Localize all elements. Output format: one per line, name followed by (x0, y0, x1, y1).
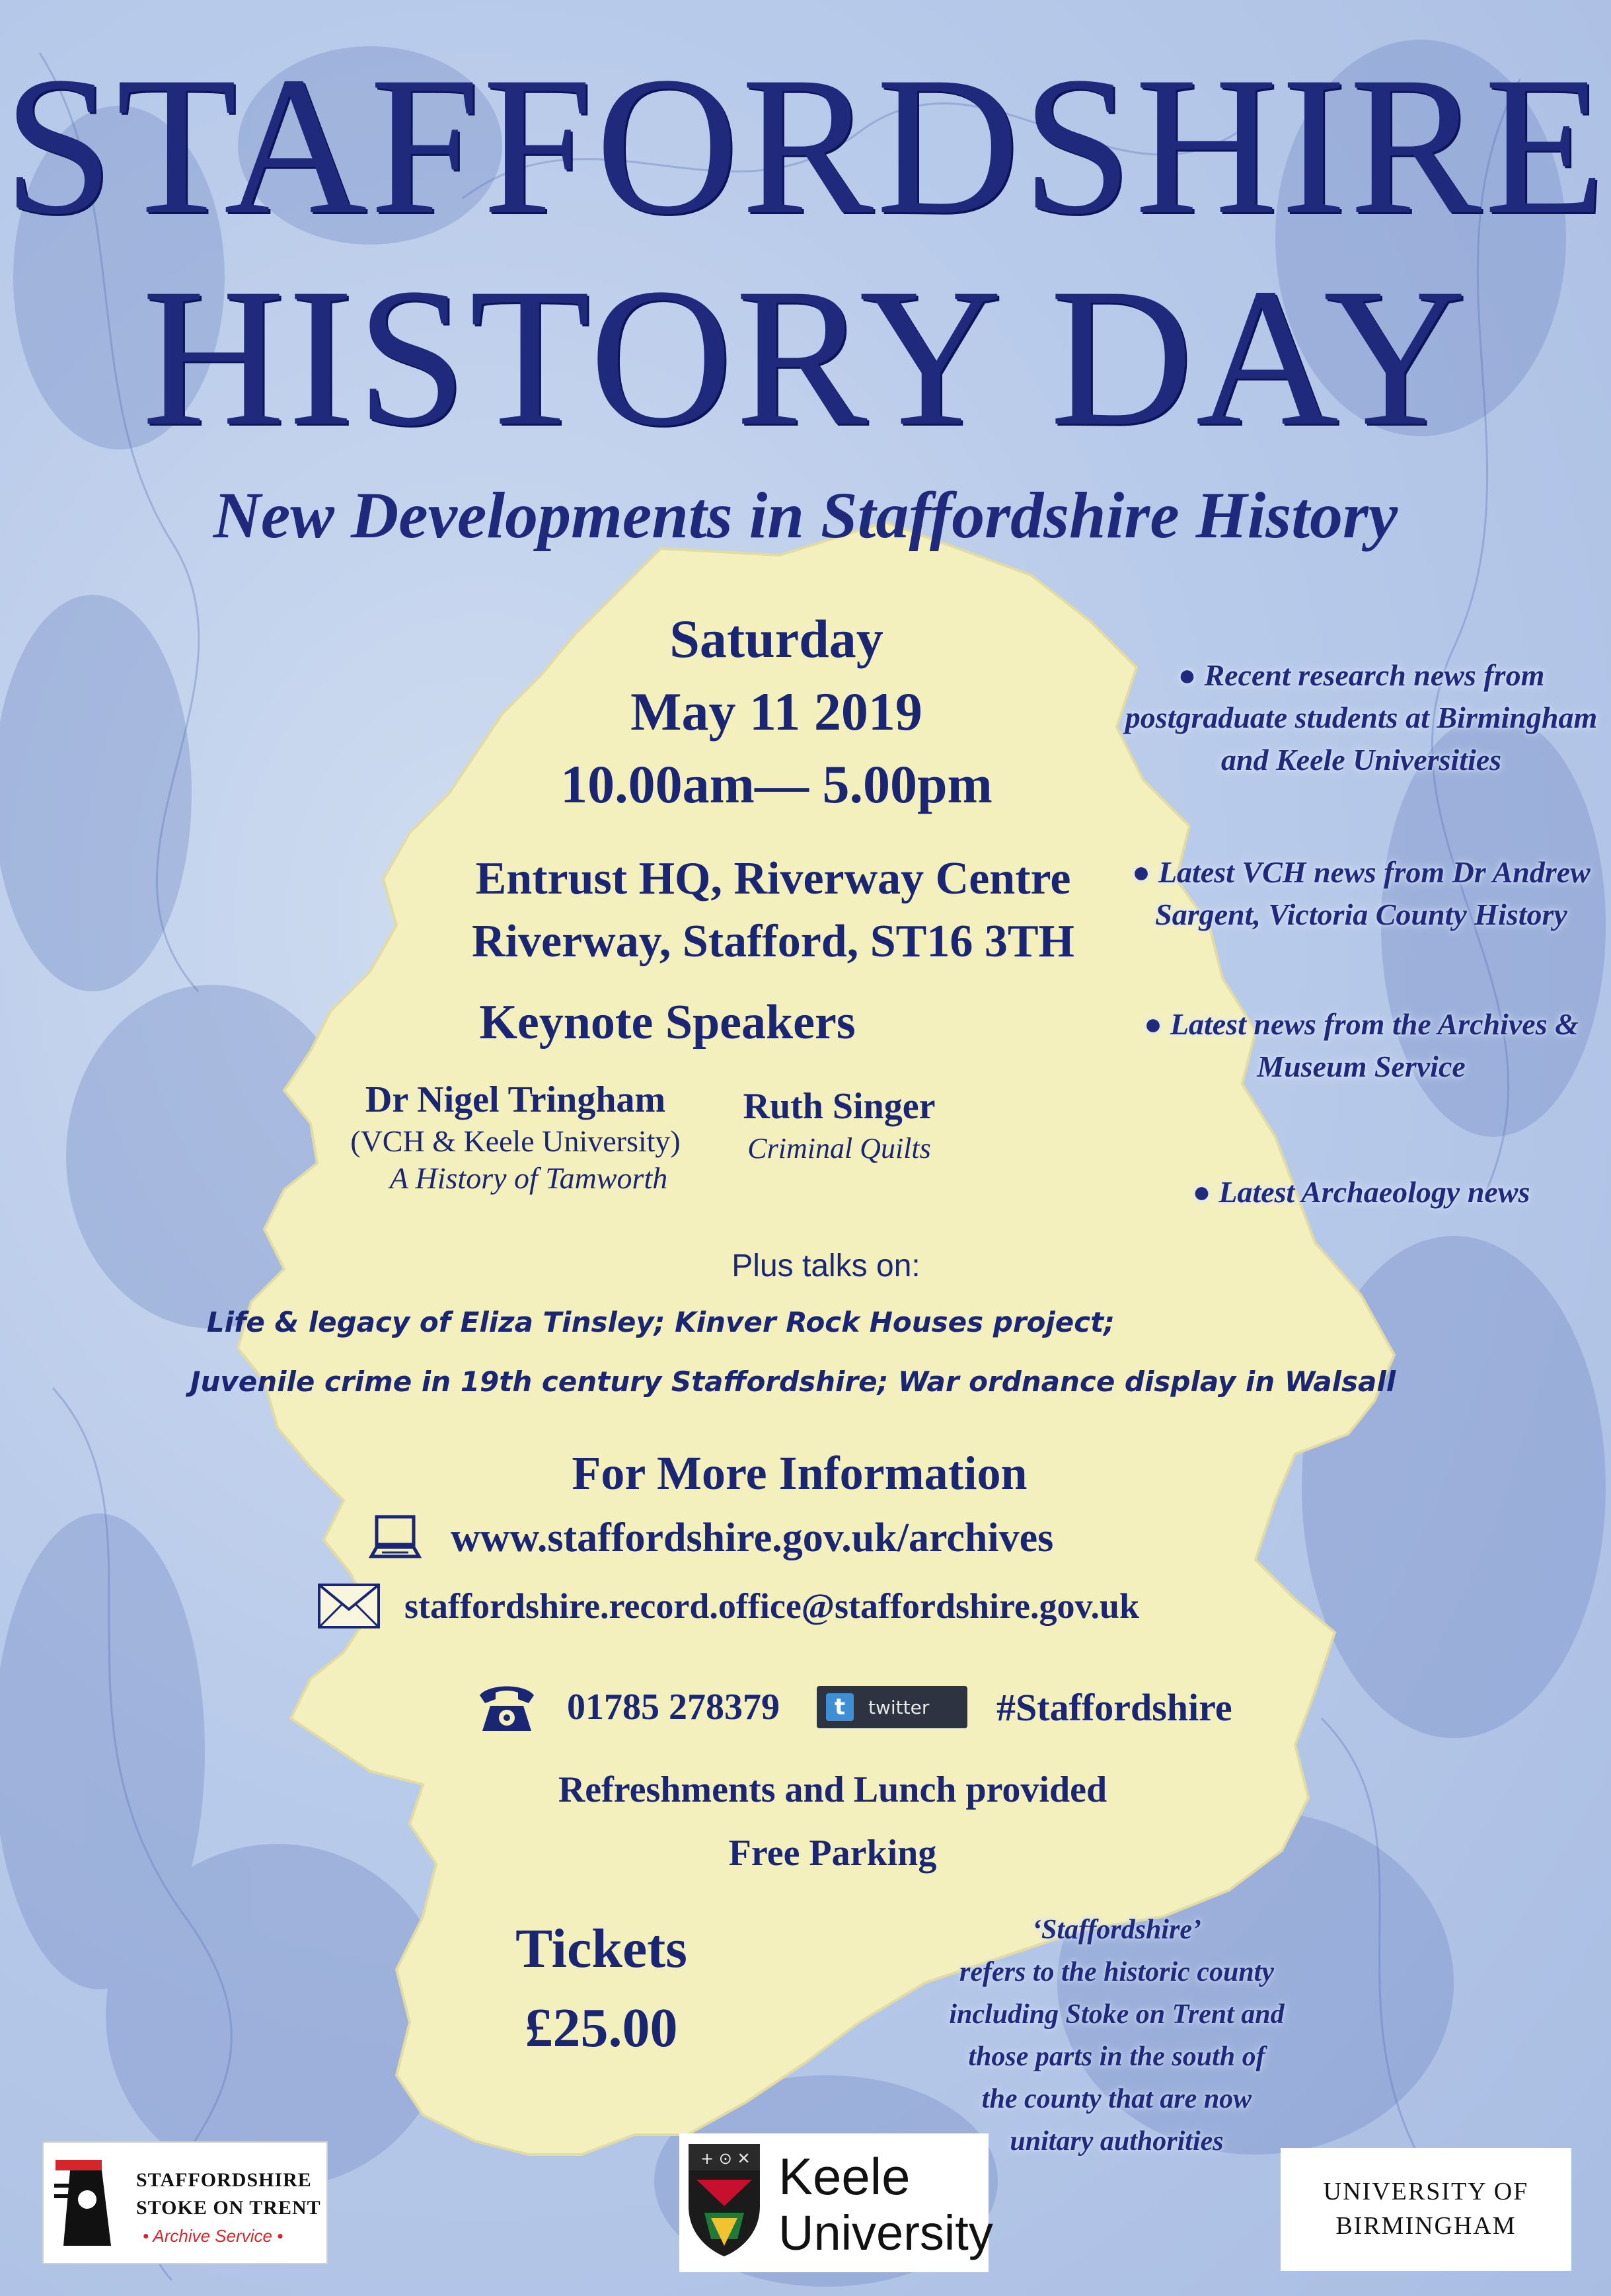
highlight-text: Latest news from the Archives & Museum Service (1170, 1007, 1579, 1083)
keele-logo-line-1: Keele (778, 2147, 911, 2205)
venue-line-1: Entrust HQ, Riverway Centre (475, 853, 1071, 904)
bullet-icon: ● (1178, 658, 1197, 692)
telephone-icon (476, 1681, 538, 1734)
tickets-label: Tickets (515, 1918, 687, 1979)
event-date: May 11 2019 (630, 681, 922, 742)
laptop-icon (367, 1510, 423, 1566)
archive-logo-line-3: • Archive Service • (143, 2226, 283, 2246)
phone-number[interactable]: 01785 278379 (567, 1687, 780, 1728)
speaker-name: Dr Nigel Tringham (365, 1079, 666, 1120)
website-link[interactable]: www.staffordshire.gov.uk/archives (451, 1515, 1054, 1560)
highlight-text: Recent research news from postgraduate students at Birmingham and Keele Universities (1125, 658, 1598, 777)
twitter-label: twitter (868, 1696, 930, 1718)
highlight-bullet (1117, 1171, 1606, 1213)
bham-logo-line-2: BIRMINGHAM (1335, 2212, 1517, 2240)
email-row (317, 1573, 1139, 1639)
twitter-button[interactable] (817, 1686, 967, 1728)
keele-logo-line-2: University (778, 2205, 993, 2260)
subtitle: New Developments in Staffordshire History (213, 478, 1398, 552)
parking-note: Free Parking (728, 1833, 937, 1874)
archive-logo-line-1: STAFFORDSHIRE (136, 2169, 312, 2191)
highlight-bullet (1117, 851, 1606, 936)
envelope-icon (317, 1583, 381, 1629)
bullet-icon: ● (1132, 855, 1150, 889)
highlight-bullet (1117, 1003, 1606, 1088)
archive-knot-icon (50, 2153, 123, 2252)
website-row (367, 1502, 1053, 1574)
county-definition-note: ‘Staffordshire’ refers to the historic county including Stoke on Trent and those parts in the south of the county that are now unitary authorities (949, 1915, 1285, 2157)
highlight-text: Latest Archaeology news (1218, 1175, 1530, 1209)
archive-logo-line-2: STOKE ON TRENT (136, 2197, 321, 2219)
event-time: 10.00am— 5.00pm (560, 754, 993, 814)
talks-line-2: Juvenile crime in 19th century Staffordshire; War ordnance display in Walsall (190, 1365, 1396, 1398)
tickets-price: £25.00 (525, 1997, 678, 2059)
svg-text:+ ⊙ ✕: + ⊙ ✕ (700, 2149, 751, 2168)
title-line-2: HISTORY DAY (141, 247, 1470, 467)
bullet-icon: ● (1192, 1175, 1211, 1209)
venue-line-2: Riverway, Stafford, ST16 3TH (472, 916, 1074, 967)
archive-service-logo (42, 2141, 328, 2264)
email-link[interactable]: staffordshire.record.office@staffordshire.gov.uk (404, 1586, 1140, 1626)
refreshments-note: Refreshments and Lunch provided (558, 1769, 1107, 1810)
bullet-icon: ● (1144, 1007, 1162, 1041)
twitter-icon: t (826, 1693, 854, 1721)
plus-talks-intro: Plus talks on: (731, 1248, 920, 1283)
speaker-talk-title: Criminal Quilts (747, 1132, 931, 1165)
talks-line-1: Life & legacy of Eliza Tinsley; Kinver Rock Houses project; (206, 1306, 1115, 1338)
event-day: Saturday (669, 609, 883, 669)
bham-logo-line-1: UNIVERSITY OF (1323, 2178, 1529, 2205)
university-of-birmingham-logo (1281, 2148, 1571, 2271)
speaker-name: Ruth Singer (743, 1086, 936, 1127)
title-line-1: STAFFORDSHIRE (3, 36, 1608, 255)
highlight-text: Latest VCH news from Dr Andrew Sargent, Victoria County History (1155, 855, 1591, 931)
info-heading: For More Information (572, 1447, 1028, 1500)
keele-university-logo (679, 2133, 993, 2272)
social-row (476, 1671, 1232, 1743)
keynote-heading: Keynote Speakers (479, 995, 856, 1050)
keele-shield-icon (685, 2140, 764, 2259)
hashtag[interactable]: #Staffordshire (996, 1685, 1232, 1729)
highlight-bullet (1117, 654, 1606, 781)
speaker-talk-title: A History of Tamworth (389, 1161, 668, 1195)
speaker-affiliation: (VCH & Keele University) (350, 1124, 681, 1158)
